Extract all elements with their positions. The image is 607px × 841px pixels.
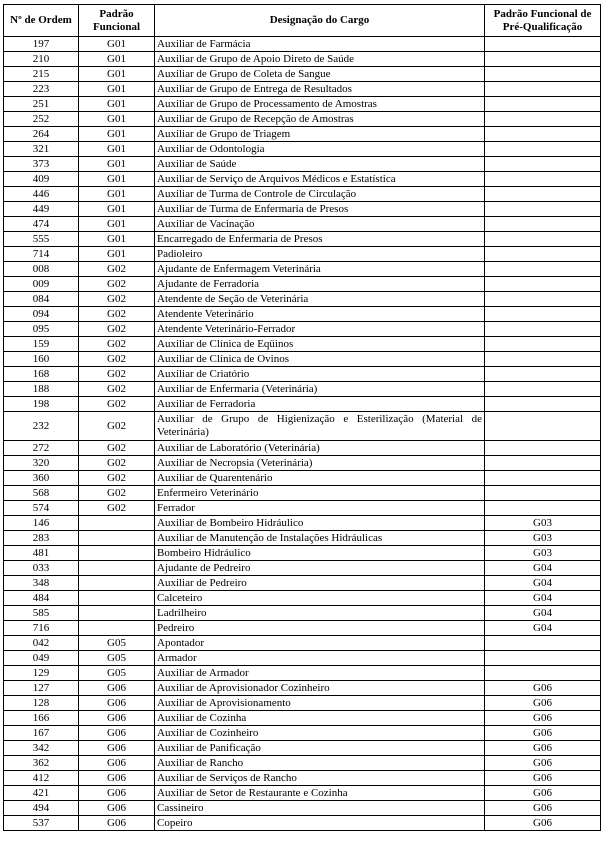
cell-designacao-cargo: Auxiliar de Setor de Restaurante e Cozinha [155,786,485,801]
cell-ordem: 360 [4,471,79,486]
cell-pre-qualificacao [485,337,601,352]
cell-padrao-funcional [79,576,155,591]
cell-pre-qualificacao: G06 [485,816,601,831]
cell-ordem: 342 [4,741,79,756]
cell-padrao-funcional: G01 [79,97,155,112]
cell-ordem: 095 [4,322,79,337]
cell-ordem: 555 [4,232,79,247]
cell-ordem: 197 [4,37,79,52]
cell-ordem: 251 [4,97,79,112]
cell-padrao-funcional: G06 [79,696,155,711]
cell-padrao-funcional: G02 [79,456,155,471]
cell-designacao-cargo: Auxiliar de Laboratório (Veterinária) [155,441,485,456]
table-row [4,801,601,816]
cell-padrao-funcional: G06 [79,771,155,786]
cell-pre-qualificacao [485,157,601,172]
cell-designacao-cargo: Ferrador [155,501,485,516]
cell-pre-qualificacao: G06 [485,726,601,741]
cell-designacao-cargo: Auxiliar de Clínica de Eqüinos [155,337,485,352]
cell-padrao-funcional: G05 [79,651,155,666]
cell-designacao-cargo: Apontador [155,636,485,651]
cell-ordem: 321 [4,142,79,157]
cell-designacao-cargo: Armador [155,651,485,666]
cell-pre-qualificacao [485,666,601,681]
cell-padrao-funcional: G02 [79,382,155,397]
cell-designacao-cargo: Auxiliar de Criatório [155,367,485,382]
cell-designacao-cargo: Auxiliar de Cozinha [155,711,485,726]
cell-ordem: 474 [4,217,79,232]
cell-padrao-funcional: G01 [79,82,155,97]
cell-pre-qualificacao [485,217,601,232]
cell-pre-qualificacao [485,636,601,651]
table-row [4,591,601,606]
table-row [4,456,601,471]
cell-designacao-cargo: Calceteiro [155,591,485,606]
table-row [4,247,601,262]
cell-ordem: 188 [4,382,79,397]
cell-padrao-funcional [79,606,155,621]
cell-designacao-cargo: Auxiliar de Bombeiro Hidráulico [155,516,485,531]
header-row [4,5,601,37]
cell-padrao-funcional: G02 [79,501,155,516]
header-ordem: Nº de Ordem [4,5,79,37]
cell-ordem: 320 [4,456,79,471]
cell-pre-qualificacao [485,651,601,666]
cell-pre-qualificacao [485,412,601,441]
cell-ordem: 215 [4,67,79,82]
table-row [4,322,601,337]
table-row [4,262,601,277]
cell-padrao-funcional: G01 [79,37,155,52]
table-header [4,5,601,37]
table-row [4,172,601,187]
cell-designacao-cargo: Auxiliar de Necropsia (Veterinária) [155,456,485,471]
cell-padrao-funcional: G01 [79,127,155,142]
cell-designacao-cargo: Auxiliar de Armador [155,666,485,681]
table-row [4,382,601,397]
cell-ordem: 585 [4,606,79,621]
table-row [4,771,601,786]
cell-padrao-funcional: G01 [79,247,155,262]
cell-designacao-cargo: Atendente de Seção de Veterinária [155,292,485,307]
cell-padrao-funcional: G01 [79,142,155,157]
cell-pre-qualificacao: G06 [485,681,601,696]
cell-ordem: 049 [4,651,79,666]
cell-ordem: 494 [4,801,79,816]
cell-ordem: 409 [4,172,79,187]
table-row [4,67,601,82]
cell-padrao-funcional: G02 [79,367,155,382]
cell-ordem: 084 [4,292,79,307]
table-row [4,561,601,576]
cell-padrao-funcional: G02 [79,262,155,277]
cell-ordem: 446 [4,187,79,202]
cell-designacao-cargo: Auxiliar de Farmácia [155,37,485,52]
table-row [4,307,601,322]
table-row [4,352,601,367]
cell-designacao-cargo: Ajudante de Enfermagem Veterinária [155,262,485,277]
cell-padrao-funcional: G01 [79,232,155,247]
cell-designacao-cargo: Ajudante de Pedreiro [155,561,485,576]
table-row [4,127,601,142]
cell-designacao-cargo: Padioleiro [155,247,485,262]
cell-pre-qualificacao [485,382,601,397]
cell-padrao-funcional: G01 [79,187,155,202]
cell-pre-qualificacao [485,82,601,97]
cell-ordem: 484 [4,591,79,606]
cell-ordem: 128 [4,696,79,711]
table-row [4,786,601,801]
table-row [4,666,601,681]
cell-designacao-cargo: Bombeiro Hidráulico [155,546,485,561]
cell-pre-qualificacao [485,352,601,367]
cell-padrao-funcional: G06 [79,786,155,801]
cell-pre-qualificacao [485,486,601,501]
cell-pre-qualificacao: G06 [485,741,601,756]
table-row [4,486,601,501]
cell-pre-qualificacao: G04 [485,606,601,621]
table-row [4,37,601,52]
cell-pre-qualificacao [485,97,601,112]
cell-pre-qualificacao [485,247,601,262]
table-row [4,157,601,172]
cell-designacao-cargo: Cassineiro [155,801,485,816]
cell-pre-qualificacao: G04 [485,591,601,606]
cell-designacao-cargo: Enfermeiro Veterinário [155,486,485,501]
table-row [4,217,601,232]
cell-padrao-funcional: G01 [79,217,155,232]
cell-padrao-funcional: G06 [79,726,155,741]
cell-pre-qualificacao [485,397,601,412]
cell-padrao-funcional: G06 [79,801,155,816]
cell-padrao-funcional [79,531,155,546]
cell-pre-qualificacao: G06 [485,771,601,786]
table-row [4,441,601,456]
cell-ordem: 574 [4,501,79,516]
cell-designacao-cargo: Ajudante de Ferradoria [155,277,485,292]
cell-padrao-funcional [79,516,155,531]
cell-pre-qualificacao [485,456,601,471]
cell-designacao-cargo: Auxiliar de Pedreiro [155,576,485,591]
table-body [4,37,601,831]
table-row [4,696,601,711]
cell-designacao-cargo: Auxiliar de Grupo de Coleta de Sangue [155,67,485,82]
cell-pre-qualificacao: G06 [485,801,601,816]
table-row [4,397,601,412]
cell-pre-qualificacao [485,441,601,456]
cell-padrao-funcional [79,546,155,561]
cell-pre-qualificacao [485,307,601,322]
cell-ordem: 421 [4,786,79,801]
cell-padrao-funcional: G06 [79,681,155,696]
header-pre-qualificacao: Padrão Funcional de Pré-Qualificação [485,5,601,37]
cell-ordem: 264 [4,127,79,142]
cell-designacao-cargo: Auxiliar de Turma de Enfermaria de Presos [155,202,485,217]
cell-padrao-funcional: G02 [79,471,155,486]
cell-ordem: 094 [4,307,79,322]
cell-designacao-cargo: Auxiliar de Grupo de Processamento de Amostras [155,97,485,112]
cell-padrao-funcional: G02 [79,412,155,441]
table-row [4,501,601,516]
cell-pre-qualificacao [485,52,601,67]
table-row [4,651,601,666]
cell-ordem: 362 [4,756,79,771]
cell-pre-qualificacao [485,501,601,516]
cell-pre-qualificacao: G06 [485,696,601,711]
table-row [4,52,601,67]
table-row [4,471,601,486]
cell-ordem: 168 [4,367,79,382]
cell-ordem: 166 [4,711,79,726]
cell-designacao-cargo: Encarregado de Enfermaria de Presos [155,232,485,247]
cell-designacao-cargo: Pedreiro [155,621,485,636]
cell-padrao-funcional: G06 [79,756,155,771]
cell-padrao-funcional: G06 [79,741,155,756]
cell-pre-qualificacao [485,67,601,82]
cell-designacao-cargo: Auxiliar de Clínica de Ovinos [155,352,485,367]
table-row [4,367,601,382]
cell-pre-qualificacao: G03 [485,546,601,561]
cell-padrao-funcional: G06 [79,711,155,726]
table-row [4,82,601,97]
cell-ordem: 481 [4,546,79,561]
table-row [4,112,601,127]
cell-pre-qualificacao [485,142,601,157]
cell-ordem: 714 [4,247,79,262]
cell-padrao-funcional [79,561,155,576]
cell-pre-qualificacao [485,37,601,52]
cell-pre-qualificacao [485,127,601,142]
cell-designacao-cargo: Auxiliar de Grupo de Entrega de Resultados [155,82,485,97]
cell-pre-qualificacao [485,112,601,127]
cell-padrao-funcional: G05 [79,666,155,681]
cell-ordem: 160 [4,352,79,367]
cell-ordem: 198 [4,397,79,412]
cell-pre-qualificacao [485,367,601,382]
cell-ordem: 033 [4,561,79,576]
cell-padrao-funcional [79,591,155,606]
cell-pre-qualificacao [485,187,601,202]
header-padrao-funcional: Padrão Funcional [79,5,155,37]
cell-padrao-funcional: G06 [79,816,155,831]
table-row [4,142,601,157]
cell-pre-qualificacao: G06 [485,711,601,726]
cell-padrao-funcional: G02 [79,397,155,412]
cell-ordem: 537 [4,816,79,831]
cell-pre-qualificacao: G03 [485,531,601,546]
cell-ordem: 146 [4,516,79,531]
table-row [4,97,601,112]
cell-designacao-cargo: Auxiliar de Aprovisionador Cozinheiro [155,681,485,696]
cell-designacao-cargo: Auxiliar de Panificação [155,741,485,756]
cell-pre-qualificacao: G04 [485,561,601,576]
table-row [4,636,601,651]
table-row [4,711,601,726]
cell-padrao-funcional: G02 [79,277,155,292]
cell-ordem: 159 [4,337,79,352]
cell-pre-qualificacao [485,202,601,217]
cell-ordem: 568 [4,486,79,501]
cell-padrao-funcional: G02 [79,486,155,501]
cell-ordem: 008 [4,262,79,277]
cell-padrao-funcional: G02 [79,292,155,307]
cell-padrao-funcional: G01 [79,52,155,67]
table-row [4,621,601,636]
cell-ordem: 232 [4,412,79,441]
table-row [4,412,601,441]
table-row [4,756,601,771]
cell-ordem: 210 [4,52,79,67]
cell-pre-qualificacao [485,262,601,277]
cell-padrao-funcional: G02 [79,352,155,367]
cell-designacao-cargo: Auxiliar de Enfermaria (Veterinária) [155,382,485,397]
table-row [4,741,601,756]
cell-padrao-funcional: G01 [79,172,155,187]
cell-ordem: 272 [4,441,79,456]
cell-padrao-funcional: G02 [79,337,155,352]
cell-ordem: 373 [4,157,79,172]
cell-ordem: 223 [4,82,79,97]
table-row [4,202,601,217]
cell-ordem: 412 [4,771,79,786]
cell-pre-qualificacao: G03 [485,516,601,531]
table-row [4,546,601,561]
table-row [4,726,601,741]
table-row [4,816,601,831]
cell-designacao-cargo: Copeiro [155,816,485,831]
cell-ordem: 127 [4,681,79,696]
cell-designacao-cargo: Auxiliar de Rancho [155,756,485,771]
cell-designacao-cargo: Auxiliar de Serviço de Arquivos Médicos e Estatística [155,172,485,187]
cell-designacao-cargo: Auxiliar de Grupo de Higienização e Esterilização (Material de Veterinária) [155,412,485,441]
cell-designacao-cargo: Auxiliar de Turma de Controle de Circulação [155,187,485,202]
cell-padrao-funcional: G01 [79,157,155,172]
cell-designacao-cargo: Atendente Veterinário-Ferrador [155,322,485,337]
cell-designacao-cargo: Auxiliar de Grupo de Apoio Direto de Saúde [155,52,485,67]
cell-designacao-cargo: Auxiliar de Manutenção de Instalações Hidráulicas [155,531,485,546]
cell-ordem: 449 [4,202,79,217]
table-row [4,606,601,621]
table-row [4,232,601,247]
table-row [4,516,601,531]
table-row [4,187,601,202]
table-row [4,576,601,591]
cell-designacao-cargo: Auxiliar de Cozinheiro [155,726,485,741]
table-row [4,277,601,292]
cell-ordem: 252 [4,112,79,127]
cell-ordem: 167 [4,726,79,741]
cell-pre-qualificacao: G04 [485,621,601,636]
cell-padrao-funcional: G02 [79,307,155,322]
cell-designacao-cargo: Auxiliar de Saúde [155,157,485,172]
cell-pre-qualificacao [485,471,601,486]
cell-ordem: 042 [4,636,79,651]
cell-ordem: 129 [4,666,79,681]
cell-designacao-cargo: Auxiliar de Aprovisionamento [155,696,485,711]
cell-padrao-funcional: G01 [79,67,155,82]
cell-designacao-cargo: Atendente Veterinário [155,307,485,322]
cell-pre-qualificacao: G06 [485,756,601,771]
cell-designacao-cargo: Ladrilheiro [155,606,485,621]
cell-ordem: 348 [4,576,79,591]
cell-designacao-cargo: Auxiliar de Grupo de Recepção de Amostras [155,112,485,127]
cell-pre-qualificacao [485,322,601,337]
table-row [4,337,601,352]
cell-padrao-funcional [79,621,155,636]
cell-pre-qualificacao [485,232,601,247]
cell-pre-qualificacao [485,277,601,292]
header-designacao-cargo: Designação do Cargo [155,5,485,37]
cell-ordem: 716 [4,621,79,636]
table-row [4,681,601,696]
cell-designacao-cargo: Auxiliar de Serviços de Rancho [155,771,485,786]
cell-pre-qualificacao [485,292,601,307]
cell-padrao-funcional: G05 [79,636,155,651]
cell-padrao-funcional: G01 [79,202,155,217]
cell-pre-qualificacao: G06 [485,786,601,801]
cell-padrao-funcional: G01 [79,112,155,127]
cell-padrao-funcional: G02 [79,441,155,456]
cell-ordem: 283 [4,531,79,546]
cell-pre-qualificacao: G04 [485,576,601,591]
cell-ordem: 009 [4,277,79,292]
table-row [4,292,601,307]
cell-padrao-funcional: G02 [79,322,155,337]
cell-designacao-cargo: Auxiliar de Odontologia [155,142,485,157]
cell-pre-qualificacao [485,172,601,187]
cell-designacao-cargo: Auxiliar de Grupo de Triagem [155,127,485,142]
table-row [4,531,601,546]
cell-designacao-cargo: Auxiliar de Quarentenário [155,471,485,486]
cell-designacao-cargo: Auxiliar de Vacinação [155,217,485,232]
cell-designacao-cargo: Auxiliar de Ferradoria [155,397,485,412]
cargos-table [3,4,601,831]
